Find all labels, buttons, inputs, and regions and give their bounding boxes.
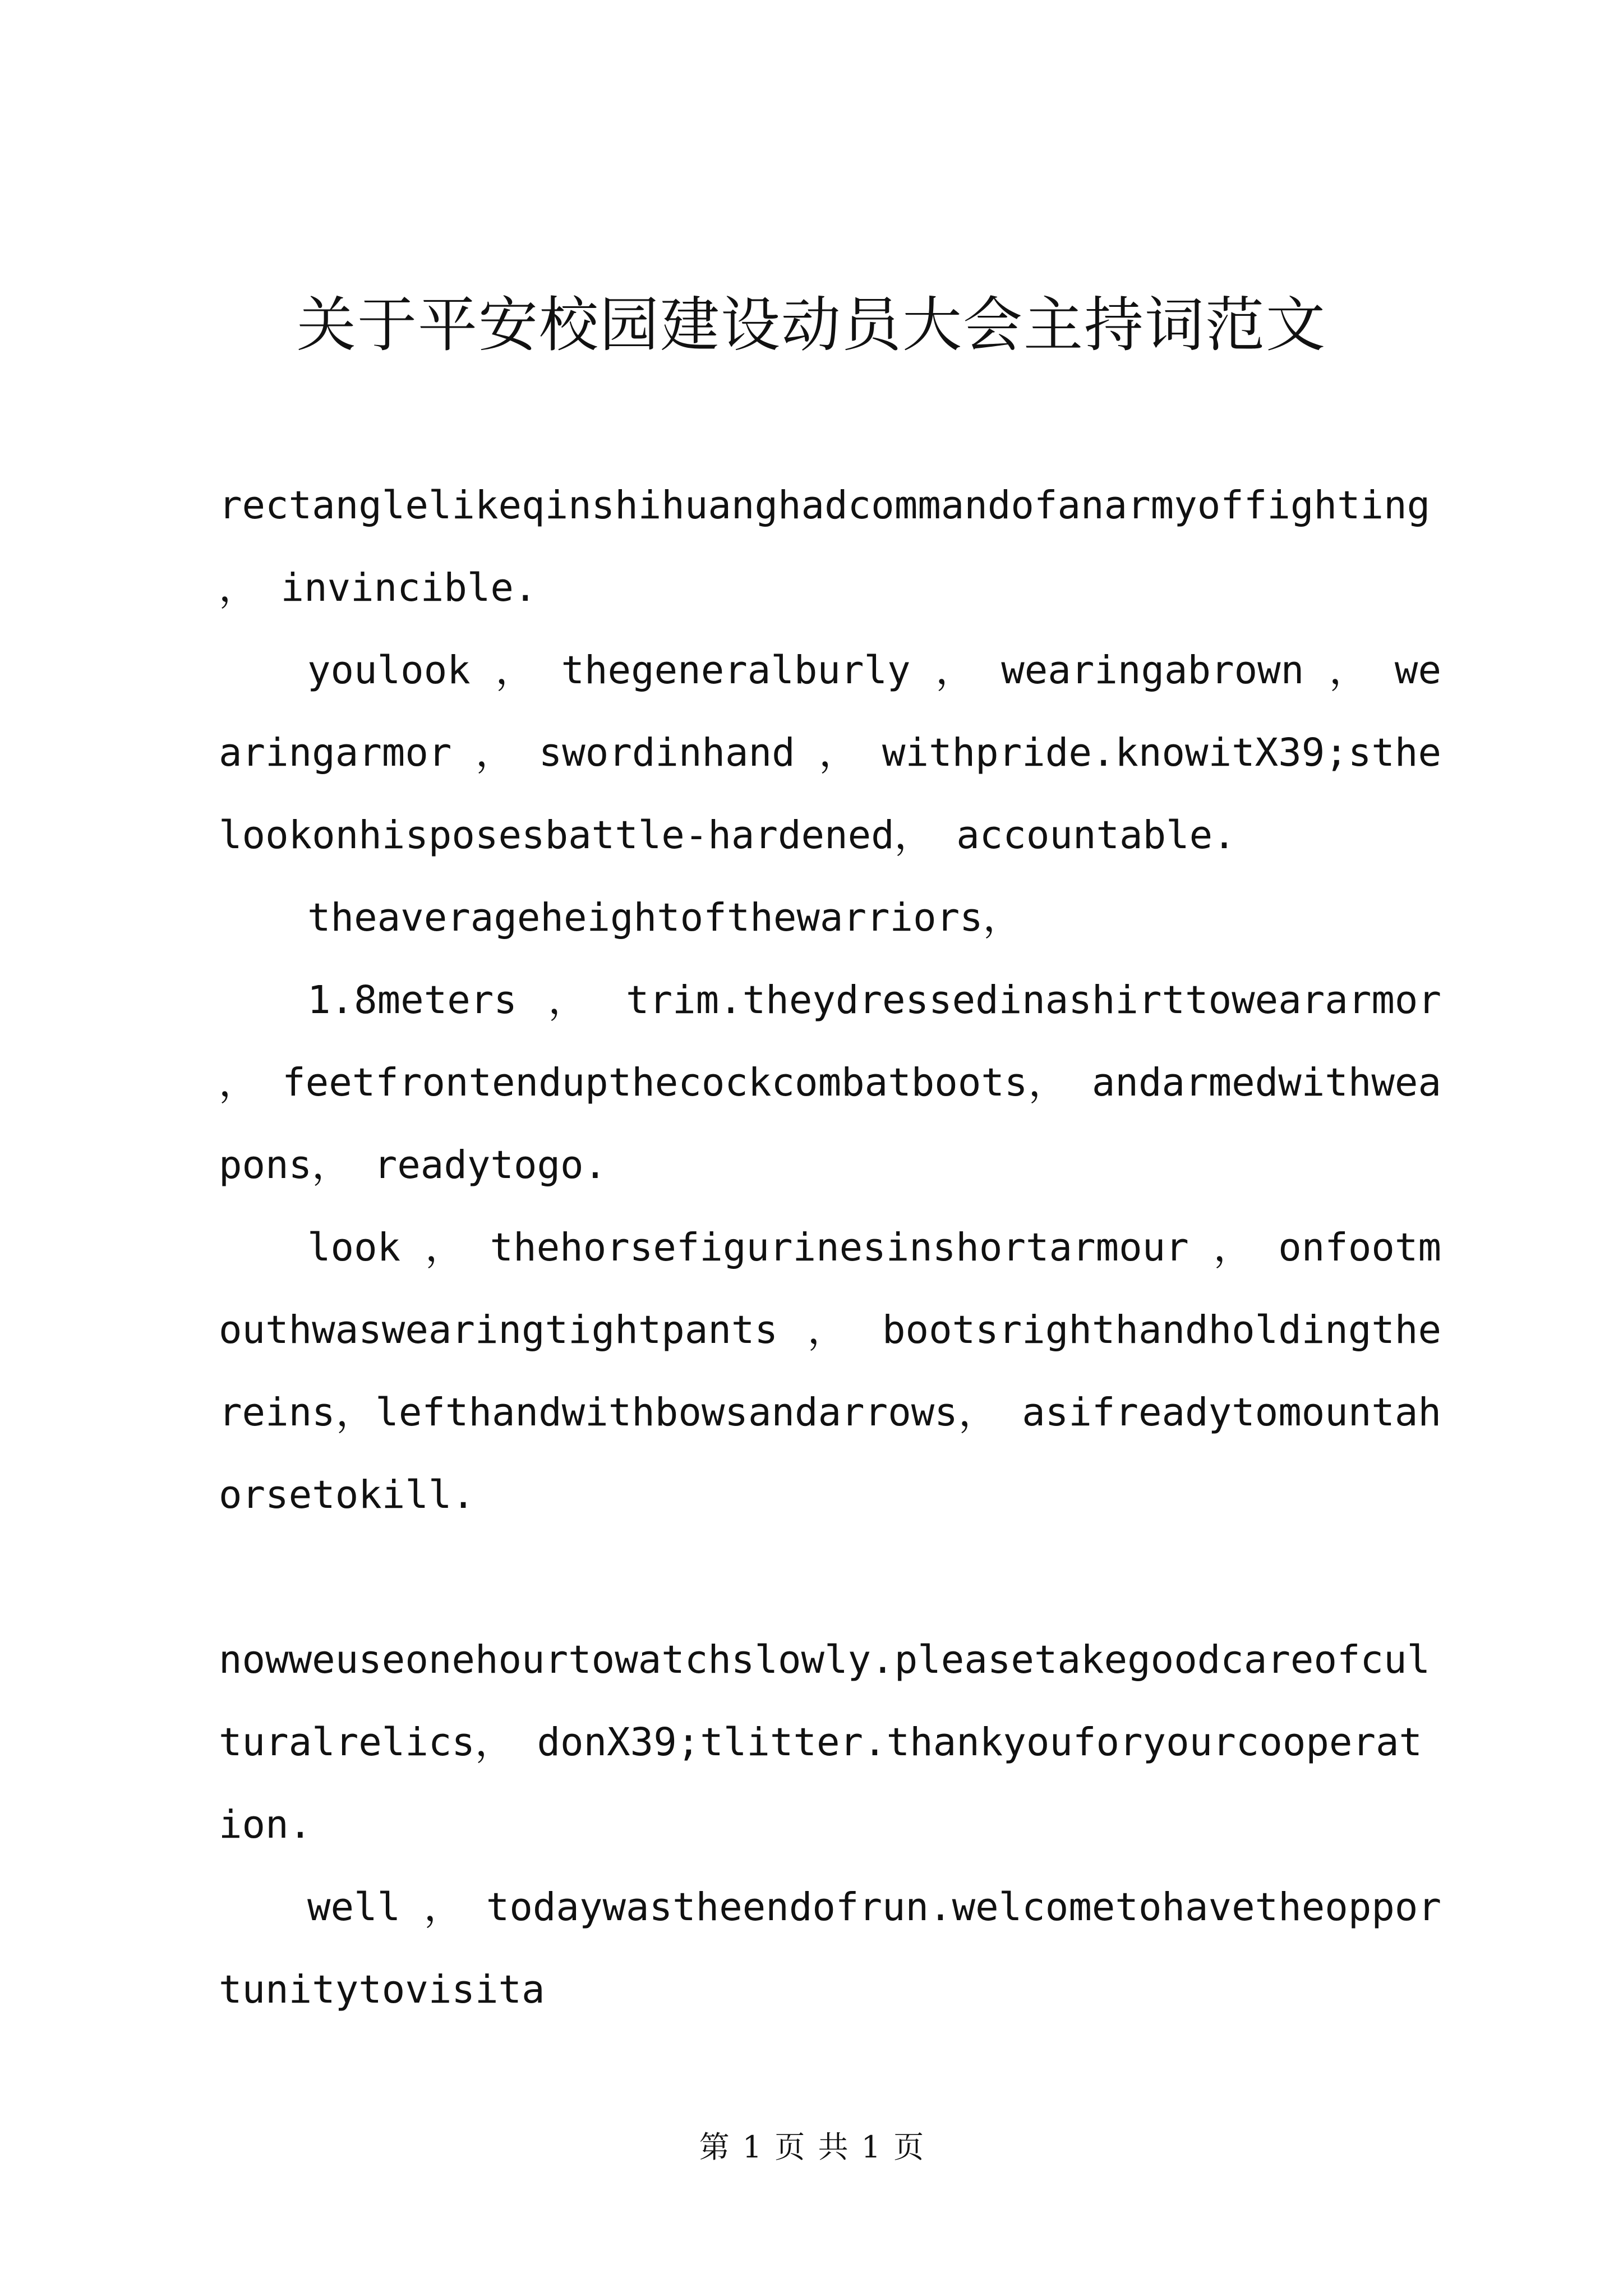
- paragraph-3: theaverageheightofthewarriors，: [307, 895, 1022, 940]
- paragraph-5: look ， thehorsefigurinesinshortarmour ， onfootmouthwaswearingtightpants ， bootsrighthandholdingthereins，lefthandwithbowsandarrows， asifreadytomountahorsetokill.: [219, 1225, 1441, 1517]
- document-body: [219, 464, 1441, 2031]
- paragraph-7: well ， todaywastheendofrun.welcometohavetheopportunitytovisita: [219, 1885, 1441, 2012]
- paragraph-1: rectanglelikeqinshihuanghadcommandofanarmyoffighting ， invincible.: [219, 483, 1431, 610]
- document-title: 关于平安校园建设动员大会主持词范文: [297, 291, 1326, 360]
- paragraph-4: 1.8meters ， trim.theydressedinashirttoweararmor ， feetfrontendupthecockcombatboots， andarmedwithweapons， readytogo.: [219, 978, 1441, 1188]
- paragraph-6: nowweuseonehourtowatchslowly.pleasetakegoodcareofculturalrelics， donX39;tlitter.thankyouforyourcooperation.: [219, 1637, 1431, 1847]
- paragraph-2: youlook ， thegeneralburly ， wearingabrown ， wearingarmor ， swordinhand ， withpride.knowitX39;sthelookonhisposesbattle-hardened， accountable.: [219, 648, 1441, 858]
- page-footer: 第 1 页 共 1 页: [699, 2129, 924, 2165]
